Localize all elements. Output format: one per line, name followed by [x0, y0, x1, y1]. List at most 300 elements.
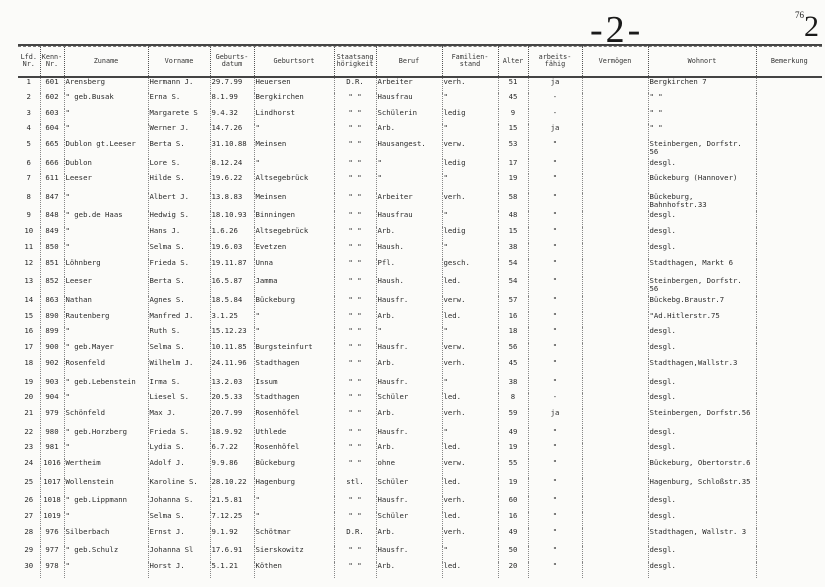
- header-kenn: Kenn- Nr.: [40, 45, 64, 77]
- cell-lfd: 20: [24, 393, 34, 402]
- cell-bem: [756, 459, 822, 478]
- cell-staat: " ": [334, 159, 376, 175]
- cell-staat: " ": [334, 562, 376, 578]
- table-row: [18, 478, 822, 497]
- cell-staat: " ": [334, 359, 376, 378]
- cell-alter: 49: [498, 528, 528, 547]
- cell-fam: gesch.: [442, 259, 498, 278]
- cell-lfd: 12: [24, 258, 34, 267]
- cell-zuname: ": [64, 562, 148, 578]
- cell-arb: ": [528, 211, 582, 227]
- cell-fam: led.: [442, 393, 498, 409]
- cell-vorname: Erna S.: [148, 93, 210, 109]
- cell-geb: 14.7.26: [210, 124, 254, 140]
- cell-wohn: Steinbergen, Dorfstr. 56: [648, 277, 756, 296]
- cell-beruf: ohne: [376, 459, 442, 478]
- cell-fam: ": [442, 93, 498, 109]
- table-row: [18, 140, 822, 159]
- cell-wohn: desgl.: [648, 496, 756, 512]
- cell-staat: " ": [334, 109, 376, 125]
- register-sheet: [18, 44, 822, 578]
- cell-alter: 20: [498, 562, 528, 578]
- cell-vorname: Horst J.: [148, 562, 210, 578]
- cell-fam: ledig: [442, 227, 498, 243]
- cell-kenn: 851: [40, 259, 64, 278]
- cell-zuname: ": [64, 512, 148, 528]
- cell-vorname: Lydia S.: [148, 443, 210, 459]
- cell-bem: [756, 378, 822, 394]
- cell-lfd: 26: [24, 496, 34, 505]
- cell-zuname: Arensberg: [64, 77, 148, 93]
- cell-vorname: Ernst J.: [148, 528, 210, 547]
- cell-verm: [582, 459, 648, 478]
- table-row: [18, 428, 822, 444]
- cell-wohn: desgl.: [648, 378, 756, 394]
- cell-lfd: 6: [26, 158, 31, 167]
- cell-arb: ": [528, 478, 582, 497]
- cell-bem: [756, 428, 822, 444]
- cell-kenn: 604: [40, 124, 64, 140]
- cell-alter: 59: [498, 409, 528, 428]
- cell-vorname: Frieda S.: [148, 259, 210, 278]
- cell-beruf: Hausfr.: [376, 296, 442, 312]
- cell-arb: -: [528, 93, 582, 109]
- cell-bem: [756, 159, 822, 175]
- cell-lfd: 5: [26, 140, 31, 149]
- cell-zuname: ": [64, 193, 148, 212]
- cell-fam: verh.: [442, 496, 498, 512]
- page-number: -2-: [590, 9, 644, 51]
- header-bemerkung: Bemerkung: [756, 45, 822, 77]
- cell-verm: [582, 109, 648, 125]
- cell-wohn: Stadthagen,Wallstr.3: [648, 359, 756, 378]
- cell-verm: [582, 443, 648, 459]
- cell-wohn: desgl.: [648, 159, 756, 175]
- cell-lfd: 3: [26, 108, 31, 117]
- cell-wohn: Bergkirchen 7: [648, 77, 756, 93]
- header-lfd: Lfd. Nr.: [18, 45, 40, 77]
- cell-bem: [756, 259, 822, 278]
- cell-staat: " ": [334, 443, 376, 459]
- cell-bem: [756, 227, 822, 243]
- cell-fam: verw.: [442, 343, 498, 359]
- cell-kenn: 978: [40, 562, 64, 578]
- cell-wohn: "Ad.Hitlerstr.75: [648, 312, 756, 328]
- cell-beruf: Schüler: [376, 512, 442, 528]
- cell-wohn: Bückeburg, Bahnhofstr.33: [648, 193, 756, 212]
- cell-wohn: desgl.: [648, 243, 756, 259]
- table-row: [18, 327, 822, 343]
- cell-ort: ": [254, 124, 334, 140]
- register-table: [18, 44, 822, 578]
- cell-vorname: Hilde S.: [148, 174, 210, 193]
- cell-staat: " ": [334, 140, 376, 159]
- cell-bem: [756, 296, 822, 312]
- cell-fam: led.: [442, 443, 498, 459]
- cell-lfd: 17: [24, 343, 34, 352]
- header-wohnort: Wohnort: [648, 45, 756, 77]
- cell-arb: ": [528, 496, 582, 512]
- cell-vorname: Max J.: [148, 409, 210, 428]
- cell-arb: ja: [528, 77, 582, 93]
- cell-staat: " ": [334, 327, 376, 343]
- cell-beruf: Schüler: [376, 393, 442, 409]
- cell-zuname: Nathan: [64, 296, 148, 312]
- cell-kenn: 611: [40, 174, 64, 193]
- cell-zuname: Dublon gt.Leeser: [64, 140, 148, 159]
- cell-kenn: 980: [40, 428, 64, 444]
- cell-lfd: 7: [26, 174, 31, 183]
- table-row: [18, 259, 822, 278]
- cell-beruf: Hausfrau: [376, 93, 442, 109]
- cell-zuname: " geb.Lippmann: [64, 496, 148, 512]
- table-row: [18, 193, 822, 212]
- cell-lfd: 2: [26, 92, 31, 101]
- cell-alter: 48: [498, 211, 528, 227]
- cell-alter: 19: [498, 478, 528, 497]
- cell-beruf: ": [376, 174, 442, 193]
- table-row: [18, 77, 822, 93]
- cell-ort: ": [254, 512, 334, 528]
- cell-beruf: Hausfr.: [376, 496, 442, 512]
- cell-geb: 17.6.91: [210, 546, 254, 562]
- cell-vorname: Wilhelm J.: [148, 359, 210, 378]
- cell-fam: verw.: [442, 140, 498, 159]
- cell-wohn: desgl.: [648, 211, 756, 227]
- cell-beruf: Arb.: [376, 409, 442, 428]
- cell-kenn: 852: [40, 277, 64, 296]
- cell-staat: " ": [334, 259, 376, 278]
- cell-geb: 20.7.99: [210, 409, 254, 428]
- cell-ort: Rosenhöfel: [254, 443, 334, 459]
- cell-beruf: Arbeiter: [376, 193, 442, 212]
- cell-vorname: Liesel S.: [148, 393, 210, 409]
- cell-wohn: Stadthagen, Markt 6: [648, 259, 756, 278]
- cell-bem: [756, 109, 822, 125]
- cell-bem: [756, 512, 822, 528]
- cell-bem: [756, 393, 822, 409]
- cell-alter: 38: [498, 243, 528, 259]
- cell-alter: 17: [498, 159, 528, 175]
- header-vorname: Vorname: [148, 45, 210, 77]
- cell-arb: ": [528, 174, 582, 193]
- cell-geb: 13.8.83: [210, 193, 254, 212]
- cell-wohn: desgl.: [648, 428, 756, 444]
- cell-lfd: 9: [26, 211, 31, 220]
- cell-ort: Binningen: [254, 211, 334, 227]
- cell-wohn: desgl.: [648, 227, 756, 243]
- cell-vorname: Irma S.: [148, 378, 210, 394]
- cell-beruf: Haush.: [376, 243, 442, 259]
- cell-alter: 53: [498, 140, 528, 159]
- cell-ort: Unna: [254, 259, 334, 278]
- cell-wohn: Steinbergen, Dorfstr.56: [648, 409, 756, 428]
- cell-ort: Altsegebrück: [254, 227, 334, 243]
- cell-fam: ": [442, 124, 498, 140]
- cell-ort: Bückeburg: [254, 459, 334, 478]
- cell-arb: ": [528, 259, 582, 278]
- table-row: [18, 359, 822, 378]
- cell-lfd: 23: [24, 443, 34, 452]
- cell-staat: " ": [334, 193, 376, 212]
- cell-verm: [582, 277, 648, 296]
- cell-fam: led.: [442, 478, 498, 497]
- cell-fam: ledig: [442, 159, 498, 175]
- cell-zuname: " geb.Horzberg: [64, 428, 148, 444]
- cell-zuname: Rosenfeld: [64, 359, 148, 378]
- cell-lfd: 18: [24, 359, 34, 368]
- cell-arb: ": [528, 277, 582, 296]
- cell-lfd: 21: [24, 409, 34, 418]
- cell-wohn: desgl.: [648, 393, 756, 409]
- cell-wohn: Bückeburg (Hannover): [648, 174, 756, 193]
- cell-verm: [582, 512, 648, 528]
- cell-geb: 1.6.26: [210, 227, 254, 243]
- cell-ort: Rosenhöfel: [254, 409, 334, 428]
- cell-geb: 19.11.87: [210, 259, 254, 278]
- cell-ort: Schötmar: [254, 528, 334, 547]
- cell-fam: ": [442, 378, 498, 394]
- cell-bem: [756, 359, 822, 378]
- cell-kenn: 981: [40, 443, 64, 459]
- cell-fam: verh.: [442, 528, 498, 547]
- cell-staat: " ": [334, 409, 376, 428]
- cell-ort: Jamma: [254, 277, 334, 296]
- cell-wohn: " ": [648, 124, 756, 140]
- cell-fam: led.: [442, 512, 498, 528]
- cell-fam: ": [442, 211, 498, 227]
- cell-zuname: ": [64, 243, 148, 259]
- cell-staat: " ": [334, 124, 376, 140]
- cell-ort: Altsegebrück: [254, 174, 334, 193]
- cell-verm: [582, 528, 648, 547]
- cell-wohn: desgl.: [648, 512, 756, 528]
- cell-fam: ": [442, 327, 498, 343]
- cell-staat: stl.: [334, 478, 376, 497]
- cell-bem: [756, 193, 822, 212]
- cell-alter: 54: [498, 277, 528, 296]
- cell-beruf: Arbeiter: [376, 77, 442, 93]
- cell-zuname: ": [64, 109, 148, 125]
- cell-kenn: 849: [40, 227, 64, 243]
- cell-ort: Meinsen: [254, 193, 334, 212]
- cell-kenn: 977: [40, 546, 64, 562]
- cell-alter: 16: [498, 312, 528, 328]
- cell-lfd: 30: [24, 562, 34, 571]
- cell-lfd: 8: [26, 192, 31, 201]
- cell-staat: " ": [334, 93, 376, 109]
- cell-vorname: Manfred J.: [148, 312, 210, 328]
- cell-staat: " ": [334, 546, 376, 562]
- cell-arb: ": [528, 459, 582, 478]
- cell-geb: 10.11.85: [210, 343, 254, 359]
- cell-alter: 38: [498, 378, 528, 394]
- cell-staat: " ": [334, 296, 376, 312]
- cell-bem: [756, 243, 822, 259]
- header-vermoegen: Vermögen: [582, 45, 648, 77]
- cell-verm: [582, 428, 648, 444]
- cell-ort: Hagenburg: [254, 478, 334, 497]
- cell-kenn: 601: [40, 77, 64, 93]
- cell-fam: led.: [442, 277, 498, 296]
- cell-zuname: ": [64, 227, 148, 243]
- cell-bem: [756, 478, 822, 497]
- header-staatsangehoerigkeit: Staatsang hörigkeit: [334, 45, 376, 77]
- cell-kenn: 1017: [40, 478, 64, 497]
- cell-vorname: Berta S.: [148, 277, 210, 296]
- cell-verm: [582, 77, 648, 93]
- cell-lfd: 15: [24, 311, 34, 320]
- cell-beruf: Hausfr.: [376, 546, 442, 562]
- table-row: [18, 443, 822, 459]
- cell-kenn: 848: [40, 211, 64, 227]
- cell-arb: -: [528, 109, 582, 125]
- header-alter: Alter: [498, 45, 528, 77]
- table-row: [18, 159, 822, 175]
- cell-alter: 60: [498, 496, 528, 512]
- cell-ort: Stadthagen: [254, 393, 334, 409]
- cell-arb: ": [528, 528, 582, 547]
- cell-alter: 58: [498, 193, 528, 212]
- cell-vorname: Selma S.: [148, 343, 210, 359]
- cell-zuname: ": [64, 327, 148, 343]
- cell-lfd: 14: [24, 295, 34, 304]
- cell-ort: Evetzen: [254, 243, 334, 259]
- cell-geb: 24.11.96: [210, 359, 254, 378]
- cell-verm: [582, 343, 648, 359]
- cell-geb: 7.12.25: [210, 512, 254, 528]
- dashed-rule: [18, 46, 822, 47]
- table-row: [18, 124, 822, 140]
- cell-vorname: Selma S.: [148, 512, 210, 528]
- cell-ort: Stadthagen: [254, 359, 334, 378]
- cell-verm: [582, 243, 648, 259]
- cell-kenn: 665: [40, 140, 64, 159]
- cell-wohn: desgl.: [648, 343, 756, 359]
- cell-arb: ": [528, 159, 582, 175]
- cell-arb: ": [528, 359, 582, 378]
- cell-vorname: Berta S.: [148, 140, 210, 159]
- cell-wohn: " ": [648, 109, 756, 125]
- cell-verm: [582, 124, 648, 140]
- cell-vorname: Werner J.: [148, 124, 210, 140]
- cell-geb: 18.5.84: [210, 296, 254, 312]
- cell-wohn: Steinbergen, Dorfstr. 56: [648, 140, 756, 159]
- cell-fam: verh.: [442, 193, 498, 212]
- cell-wohn: Hagenburg, Schloßstr.35: [648, 478, 756, 497]
- cell-arb: ": [528, 296, 582, 312]
- cell-fam: verh.: [442, 359, 498, 378]
- cell-verm: [582, 409, 648, 428]
- cell-lfd: 10: [24, 227, 34, 236]
- cell-fam: ": [442, 546, 498, 562]
- table-row: [18, 459, 822, 478]
- cell-wohn: desgl.: [648, 443, 756, 459]
- cell-kenn: 979: [40, 409, 64, 428]
- cell-beruf: Schülerin: [376, 109, 442, 125]
- cell-geb: 16.5.87: [210, 277, 254, 296]
- cell-vorname: Selma S.: [148, 243, 210, 259]
- cell-kenn: 890: [40, 312, 64, 328]
- cell-zuname: " geb.Busak: [64, 93, 148, 109]
- cell-zuname: " geb.de Haas: [64, 211, 148, 227]
- cell-arb: ": [528, 562, 582, 578]
- cell-fam: ": [442, 243, 498, 259]
- cell-bem: [756, 140, 822, 159]
- cell-arb: ": [528, 546, 582, 562]
- corner-mark-sup: 76: [795, 10, 804, 20]
- cell-vorname: Ruth S.: [148, 327, 210, 343]
- cell-bem: [756, 174, 822, 193]
- cell-bem: [756, 409, 822, 428]
- cell-ort: Köthen: [254, 562, 334, 578]
- cell-zuname: Rautenberg: [64, 312, 148, 328]
- cell-zuname: ": [64, 124, 148, 140]
- cell-arb: ja: [528, 124, 582, 140]
- cell-staat: " ": [334, 428, 376, 444]
- cell-alter: 18: [498, 327, 528, 343]
- cell-wohn: desgl.: [648, 546, 756, 562]
- cell-geb: 31.10.88: [210, 140, 254, 159]
- cell-beruf: ": [376, 327, 442, 343]
- cell-beruf: Arb.: [376, 359, 442, 378]
- cell-kenn: 899: [40, 327, 64, 343]
- cell-vorname: Hedwig S.: [148, 211, 210, 227]
- cell-wohn: desgl.: [648, 327, 756, 343]
- cell-arb: ": [528, 443, 582, 459]
- cell-arb: ": [528, 327, 582, 343]
- cell-bem: [756, 546, 822, 562]
- cell-staat: " ": [334, 227, 376, 243]
- cell-geb: 15.12.23: [210, 327, 254, 343]
- cell-lfd: 19: [24, 377, 34, 386]
- cell-bem: [756, 312, 822, 328]
- cell-lfd: 27: [24, 512, 34, 521]
- cell-kenn: 1018: [40, 496, 64, 512]
- cell-lfd: 25: [24, 477, 34, 486]
- table-row: [18, 243, 822, 259]
- cell-alter: 49: [498, 428, 528, 444]
- cell-vorname: Lore S.: [148, 159, 210, 175]
- cell-verm: [582, 259, 648, 278]
- cell-beruf: ": [376, 159, 442, 175]
- cell-ort: Bückeburg: [254, 296, 334, 312]
- cell-alter: 45: [498, 93, 528, 109]
- cell-bem: [756, 77, 822, 93]
- cell-geb: 3.1.25: [210, 312, 254, 328]
- header-zuname: Zuname: [64, 45, 148, 77]
- cell-bem: [756, 327, 822, 343]
- cell-alter: 8: [498, 393, 528, 409]
- table-row: [18, 174, 822, 193]
- cell-alter: 45: [498, 359, 528, 378]
- cell-verm: [582, 312, 648, 328]
- cell-kenn: 1019: [40, 512, 64, 528]
- header-familienstand: Familien- stand: [442, 45, 498, 77]
- cell-ort: Bergkirchen: [254, 93, 334, 109]
- table-row: [18, 393, 822, 409]
- cell-alter: 51: [498, 77, 528, 93]
- cell-geb: 19.6.22: [210, 174, 254, 193]
- cell-geb: 8.1.99: [210, 93, 254, 109]
- cell-lfd: 28: [24, 527, 34, 536]
- cell-vorname: Agnes S.: [148, 296, 210, 312]
- cell-zuname: Wollenstein: [64, 478, 148, 497]
- table-row: [18, 93, 822, 109]
- cell-verm: [582, 227, 648, 243]
- cell-beruf: Arb.: [376, 443, 442, 459]
- cell-ort: Lindhorst: [254, 109, 334, 125]
